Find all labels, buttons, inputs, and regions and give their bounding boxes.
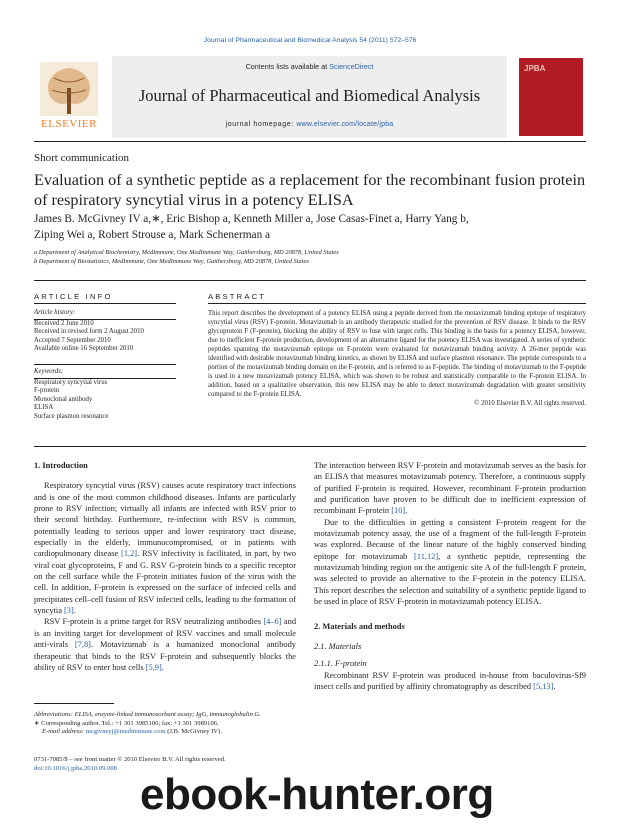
journal-cover-image xyxy=(519,58,583,136)
watermark-text: ebook-hunter.org xyxy=(140,770,494,819)
citation-link[interactable]: [3] xyxy=(64,606,74,616)
intro-heading: 1. Introduction xyxy=(34,461,88,470)
right-paragraph-2: Due to the difficulties in getting a consistent F-protein reagent for the motavizumab potency assay, the use of a fragment of the full-length F-protein was explored. Because of the linear nature of the highly conserved binding epitope for motavizumab [11,12], a synthetic peptide, representing the motavizumab binding region on the antigenic site A of the full-length F protein, was selected to provide an alternative to the F-protein in the potency ELISA. This report describes the selection and suitability of a synthetic peptide ligand to be used in place of RSV F-protein in motavizumab potency ELISA. xyxy=(314,517,586,607)
masthead xyxy=(34,56,586,138)
cover-title: JPBA xyxy=(524,64,546,73)
affiliation-b: b Department of Biostatistics, MedImmune, One MedImmune Way, Gaithersburg, MD 20878, United States xyxy=(34,258,309,265)
contents-line xyxy=(112,62,507,71)
abstract-heading: ABSTRACT xyxy=(208,292,267,301)
citation-link[interactable]: [10] xyxy=(391,506,406,516)
sciencedirect-link[interactable]: ScienceDirect xyxy=(329,62,374,71)
homepage-link[interactable]: www.elsevier.com/locate/jpba xyxy=(296,121,394,128)
history-accepted: Accepted 7 September 2010 xyxy=(34,336,111,344)
citation-link[interactable]: [1,2] xyxy=(121,549,138,559)
citation-link[interactable]: [5,13] xyxy=(533,681,554,691)
journal-reference[interactable]: Journal of Pharmaceutical and Biomedical Analysis 54 (2011) 572–576 xyxy=(203,37,417,44)
masthead-divider xyxy=(34,141,586,142)
keywords-label: Keywords: xyxy=(34,368,176,379)
info-rule xyxy=(34,303,176,304)
intro-paragraph-1: Respiratory syncytial virus (RSV) causes acute respiratory tract infections and is one of the most common childhood diseases. Infants are particularly prone to RSV infection; virtually all infants are infected with RSV prior to their second birthday. Furthermore, re-infection with RSV is common, potentially leading to serious upper and lower respiratory tract disease, especially in the elderly, immunocompromised, or in patients with cardiopulmonary disease [1,2]. RSV infectivity is facilitated, in part, by two viral coat glycoproteins, F and G. RSV G-protein binds to a specific receptor on the cell surface while the F-protein initiates fusion of the virus with the cell. In addition, F-protein is expressed on the surface of infected cells and precipitates cell–cell fusion of RSV infected cells, leading to the formation of syncytia [3]. xyxy=(34,481,296,616)
article-title: Evaluation of a synthetic peptide as a replacement for the recombinant fusion protein of respiratory syncytial virus in a potency ELISA xyxy=(34,171,586,209)
abstract-bottom-rule xyxy=(34,446,586,447)
info-separator xyxy=(34,354,176,365)
authors-line-1: James B. McGivney IV a,∗, Eric Bishop a, Kenneth Miller a, Jose Casas-Finet a, Harry Yang b, xyxy=(34,213,469,225)
journal-title: Journal of Pharmaceutical and Biomedical Analysis xyxy=(138,86,481,105)
masthead-banner xyxy=(112,56,507,138)
left-column xyxy=(34,460,296,673)
homepage-label: journal homepage: xyxy=(225,121,297,128)
history-revised: Received in revised form 2 August 2010 xyxy=(34,328,144,336)
intro-paragraph-2: RSV F-protein is a prime target for RSV neutralizing antibodies [4–6] and is an inviting target for development of RSV vaccines and small molecule anti-virals [7,8]. Motavizumab is a humanized monoclonal antibody therapeutic that binds to the RSV F-protein and subsequently blocks the ability of RSV to enter host cells [5,9]. xyxy=(34,617,297,672)
keyword: F-protein xyxy=(34,387,60,395)
copyright: © 2010 Elsevier B.V. All rights reserved. xyxy=(474,400,586,408)
keyword: Respiratory syncytial virus xyxy=(34,378,108,386)
citation-link[interactable]: [7,8] xyxy=(74,640,91,650)
citation-link[interactable]: [5,9] xyxy=(145,662,162,672)
affiliations xyxy=(34,248,594,266)
author-list xyxy=(34,212,594,243)
keyword: Surface plasmon resonance xyxy=(34,412,109,420)
history-received: Received 2 June 2010 xyxy=(34,319,94,327)
authors-line-2: Ziping Wei a, Robert Strouse a, Mark Schenerman a xyxy=(34,228,271,241)
keyword: Monoclonal antibody xyxy=(34,395,93,403)
footnotes xyxy=(34,711,296,737)
abstract-body xyxy=(208,309,586,409)
article-info-heading: ARTICLE INFO xyxy=(34,292,113,301)
materials-subheading: 2.1. Materials xyxy=(314,641,362,651)
fprotein-subheading: 2.1.1. F-protein xyxy=(314,659,367,669)
abstract-text: This report describes the development of a potency ELISA using a peptide derived from the motavizumab binding epitope of respiratory syncytial virus (RSV) F-protein. Motavizumab is an antibody therapeutic studied for the prevention of RSV disease. It binds to the RSV glycoprotein F (F-protein), blocking the ability of RSV to fuse with target cells. This binding is the basis for a potency ELISA, however, due to inefficient F-protein production, development of an alternative ligand for the potency ELISA was investigated. A series of synthetic peptides spanning the motavizumab epitope on F-protein were evaluated for motavizumab binding activity. A 26-mer peptide was identified with desirable motavizumab binding kinetics, as shown by ELISA and surface plasmon resonance. The peptide corresponds to a portion of the motavizumab binding domain on the F-protein, and is referred to as F-peptide. The binding of motavizumab to the F-peptide is used in a new motavizumab potency ELISA, which was shown to be robust and statistically comparable to the F-protein ELISA. In addition, based on a qualitative observation, this new ELISA may be able to detect motavizumab degradation with greater sensitivity compared to the F-protein ELISA. xyxy=(208,310,586,399)
keyword: ELISA xyxy=(34,404,54,412)
contents-text: Contents lists available at xyxy=(245,62,330,71)
article-info-box xyxy=(34,309,176,422)
article-type: Short communication xyxy=(34,152,130,164)
header-divider xyxy=(34,280,586,281)
right-paragraph-1: The interaction between RSV F-protein and motavizumab serves as the basis for an ELISA that measures motavizumab potency. Therefore, a continuous supply of purified F-protein is required. However, recombinant F-protein production and purification have proven to be difficult due to inefficient expression of recombinant F-protein [10]. xyxy=(314,461,586,516)
corresponding-author-note: ∗ Corresponding author. Tel.: +1 301 3985106; fax: +1 301 3989106. xyxy=(34,719,219,727)
abstract-rule xyxy=(208,303,586,304)
doi-link[interactable]: doi:10.1016/j.jpba.2010.09.008 xyxy=(34,764,117,772)
history-label: Article history: xyxy=(34,309,176,320)
citation-link[interactable]: [4–6] xyxy=(263,617,282,627)
issn-line: 0731-7085/$ – see front matter © 2010 Elsevier B.V. All rights reserved. xyxy=(34,756,226,763)
history-online: Available online 16 September 2010 xyxy=(34,345,134,353)
footnote-rule xyxy=(34,703,114,704)
methods-heading: 2. Materials and methods xyxy=(314,622,405,632)
journal-homepage xyxy=(112,121,507,128)
email-note: E-mail address: mcgivneyj@medimmune.com (J.B. McGivney IV). xyxy=(42,728,222,736)
email-link[interactable]: mcgivneyj@medimmune.com xyxy=(85,728,166,736)
right-column xyxy=(314,460,586,692)
right-paragraph-3: Recombinant RSV F-protein was produced in-house from baculovirus-Sf9 insect cells and purified by affinity chromatography as described [5,13]. xyxy=(314,670,586,691)
citation-link[interactable]: [11,12] xyxy=(414,551,439,561)
affiliation-a: a Department of Analytical Biochemistry, MedImmune, One MedImmune Way, Gaithersburg, MD 20878, United States xyxy=(34,249,339,256)
elsevier-wordmark: ELSEVIER xyxy=(41,118,97,130)
abbreviations-note: Abbreviations: ELISA, enzyme-linked immunosorbant assay; IgG, immunoglobulin G. xyxy=(34,711,261,718)
